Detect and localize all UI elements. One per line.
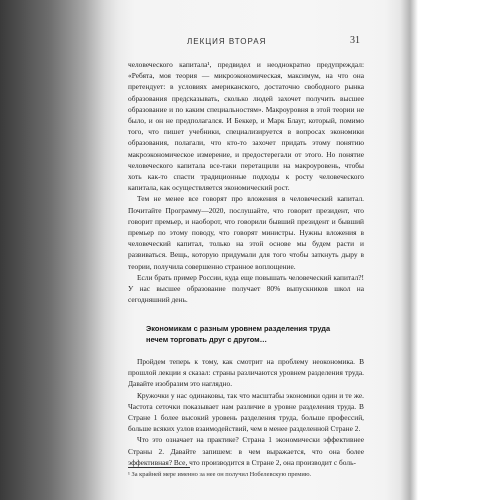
footnote-rule (128, 467, 190, 468)
body-text-bottom (128, 356, 364, 468)
paragraph: Кружочки у нас одинаковы, так что масштабы экономики один и те же. Частота сеточки показывает нам различие в уровне разделения труда. В Стране 1 более высокий уровень разделения труда, больше профессий, больше всяких узлов взаимодействий, чем в менее разделенной Стране 2. (128, 390, 364, 434)
footnote: ¹ За крайней мере именно за нее он получил Нобелевскую премию. (128, 471, 312, 478)
paragraph: Если брать пример России, куда еще повышать человеческий капитал?! У нас высшее образование получает 80% выпускников школ на сегодняшний день. (128, 272, 364, 305)
paragraph: Тем не менее все говорят про вложения в человеческий капитал. Почитайте Программу—2020, послушайте, что говорит президент, что говорит премьер, и наоборот, что говорили бывший президент и бывший премьер по этому поводу, что говорят министры. Нужны вложения в человеческий капитал, только на этой основе мы будем расти и развиваться. Вещь, которую придумали для того чтобы заткнуть дыру в теории, получила совершенно странное воплощение. (128, 194, 364, 271)
book-page (92, 26, 414, 500)
page-number: 31 (350, 35, 360, 46)
body-text-top (128, 59, 364, 305)
section-heading: Экономикам с разным уровнем разделения труда нечем торговать друг с другом… (146, 324, 331, 344)
paragraph: Что это означает на практике? Страна 1 экономически эффективнее Страны 2. Давайте запишем: в чем выражается, что она более эффективная? Все, что производится в Стране 2, она производит с боль- (128, 435, 364, 467)
running-title: ЛЕКЦИЯ ВТОРАЯ (187, 37, 267, 46)
paragraph: человеческого капитала¹, предвидел и неоднократно предупреждал: «Ребята, моя теория — микроэкономическая, максимум, на что она претендует: в условиях американского, достаточно свободного рынка образования предсказывать, сколько людей захочет получить высшее образование и по каким специальностям». Макроуровня в этой теории не было, и он не предполагался. И Беккер, и Марк Блауг, который, помимо того, что пишет учебники, специализируется в вопросах экономики образования, полагали, что кто-то захочет придать этому понятию макроэкономическое измерение, и предостерегали от этого. Но понятие человеческого капитала все-таки перетащили на макроуровень, чтобы хоть как-то спасти традиционные подходы к росту человеческого капитала, как осуществляется экономический рост. (128, 60, 364, 193)
paragraph: Пройдем теперь к тому, как смотрит на проблему неокономика. В прошлой лекции я сказал: страны различаются уровнем разделения труда. Давайте изобразим это наглядно. (128, 357, 364, 389)
